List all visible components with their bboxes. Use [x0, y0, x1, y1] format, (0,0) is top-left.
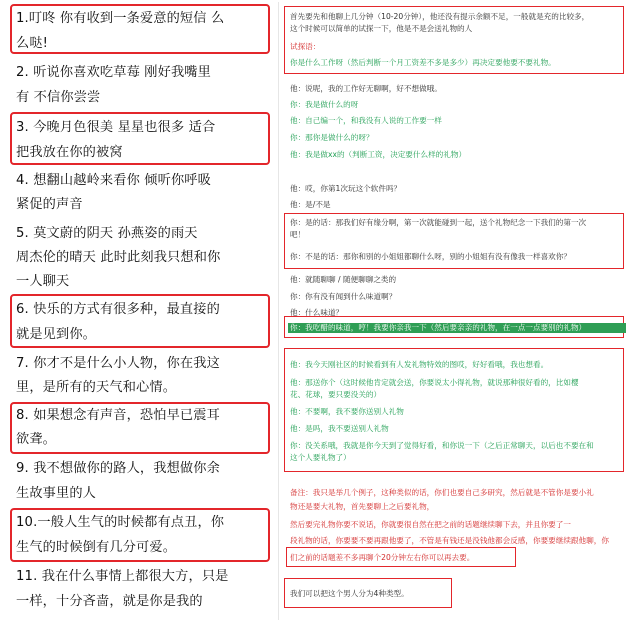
list-item-line: 11. 我在什么事情上都很大方，只是	[16, 569, 229, 584]
list-item-line: 生气的时候倒有几分可爱。	[16, 540, 177, 555]
text-line-highlighted: 你：我吃醋的味道，哼！我要你亲我一下（然后要亲亲的礼物，在一点一点要别的礼物）	[288, 323, 626, 333]
list-item-line: 把我放在你的被窝	[16, 145, 123, 160]
list-item-line: 2. 听说你喜欢吃草莓 刚好我嘴里	[16, 65, 211, 80]
text-line: 他：我是做xx的（判断工资，决定要什么样的礼物）	[290, 150, 467, 159]
text-line: 这个时候可以简单的试探一下，他是不是会送礼物的人	[290, 24, 473, 33]
text-line: 他：就随聊聊 / 随便聊聊之类的	[290, 275, 397, 284]
text-line: 你：没关系哦，我就是你今天到了觉得好看，和你说一下（之后正常聊天，以后也不要在和	[290, 441, 594, 450]
text-line: 然后要完礼物你要不说话，你就要很自然在把之前的话题继续聊下去，并且你要了一	[290, 520, 571, 529]
list-item-line: 生故事里的人	[16, 486, 97, 501]
list-item-line: 周杰伦的晴天 此时此刻我只想和你	[16, 250, 221, 265]
text-line: 他：什么味道？	[290, 308, 344, 317]
text-line: 你：不是的话：那你和别的小姐姐都聊什么呀，别的小姐姐有没有像我一样喜欢你？	[290, 252, 571, 261]
list-item-line: 一样，十分吝啬，就是你是我的	[16, 594, 203, 609]
text-line: 吧！	[290, 230, 306, 239]
text-line: 首先要先和他聊上几分钟（10-20分钟），他还没有提示余额不足，一般就是充的比较多，	[290, 12, 590, 21]
list-item-line: 7. 你才不是什么小人物，你在我这	[16, 356, 220, 371]
text-line: 花、花球，要只要没关的）	[290, 390, 382, 399]
list-item-line: 6. 快乐的方式有很多种，最直接的	[16, 302, 220, 317]
text-line: 这个人要礼物了）	[290, 453, 351, 462]
column-divider	[278, 2, 279, 620]
list-item-line: 紧促的声音	[16, 197, 83, 212]
text-line: 备注：我只是举几个例子，这种类似的话，你们也要自己多研究，然后就是不管你是要小礼	[290, 488, 594, 497]
text-line: 他：那送你个（这时候他肯定就会送，你要说太小得礼物，就说那种很好看的，比如樱	[290, 378, 579, 387]
text-line: 他：哎，你第1次玩这个软件吗？	[290, 184, 402, 193]
text-line: 他：是吗，我不要送别人礼物	[290, 424, 389, 433]
list-item-line: 就是见到你。	[16, 327, 97, 342]
text-line: 们之前的话题差不多再聊个20分钟左右你可以再去要。	[290, 553, 475, 562]
text-line: 物还是要大礼物，首先要聊上之后要礼物，	[290, 502, 435, 511]
list-item-line: 8. 如果想念有声音，恐怕早已震耳	[16, 408, 220, 423]
list-item-line: 有 不信你尝尝	[16, 90, 101, 105]
text-line: 他：是/不是	[290, 200, 331, 209]
list-item-line: 1.叮咚 你有收到一条爱意的短信 么	[16, 11, 225, 26]
list-item-line: 么哒!	[16, 36, 49, 51]
text-line: 你：我是做什么的呀	[290, 100, 359, 109]
text-line: 你：是的话：那我们好有缘分啊，第一次就能碰到一起，送个礼物纪念一下我们的第一次	[290, 218, 587, 227]
text-line: 他：说呢，我的工作好无聊啊，好不想做哦。	[290, 84, 442, 93]
text-line: 试探语：	[290, 42, 321, 51]
list-item-line: 一人聊天	[16, 274, 70, 289]
right-column	[282, 0, 628, 622]
list-item-line: 里，是所有的天气和心情。	[16, 380, 177, 395]
text-line: 他：不要啊，我不要你送别人礼物	[290, 407, 404, 416]
list-item-line: 3. 今晚月色很美 星星也很多 适合	[16, 120, 216, 135]
text-line: 他：自己编一个，和我没有人说的工作要一样	[290, 116, 442, 125]
list-item-line: 4. 想翻山越岭来看你 倾听你呼吸	[16, 173, 211, 188]
list-item-line: 10.一般人生气的时候都有点丑，你	[16, 515, 225, 530]
list-item-line: 5. 莫文蔚的阴天 孙燕姿的雨天	[16, 226, 198, 241]
text-line: 段礼物的话，你要要不要再跟他要了，不管是有钱还是没钱他都会反感，你要要继续跟他聊，你	[290, 536, 609, 545]
text-line: 你是什么工作呀（然后判断一个月工资差不多是多少）再决定要他要不要礼物。	[290, 58, 556, 67]
left-column	[0, 0, 278, 622]
text-line: 他：我今天刚社区的时候看到有人发礼物特效的图哎，好好看哦，我也想看。	[290, 360, 549, 369]
list-item-line: 9. 我不想做你的路人，我想做你余	[16, 461, 220, 476]
text-line: 你：那你是做什么的呀？	[290, 133, 374, 142]
list-item-line: 欲聋。	[16, 432, 57, 447]
text-line: 我们可以把这个男人分为4种类型。	[290, 589, 409, 598]
text-line: 你：你有没有闻到什么味道啊？	[290, 292, 397, 301]
